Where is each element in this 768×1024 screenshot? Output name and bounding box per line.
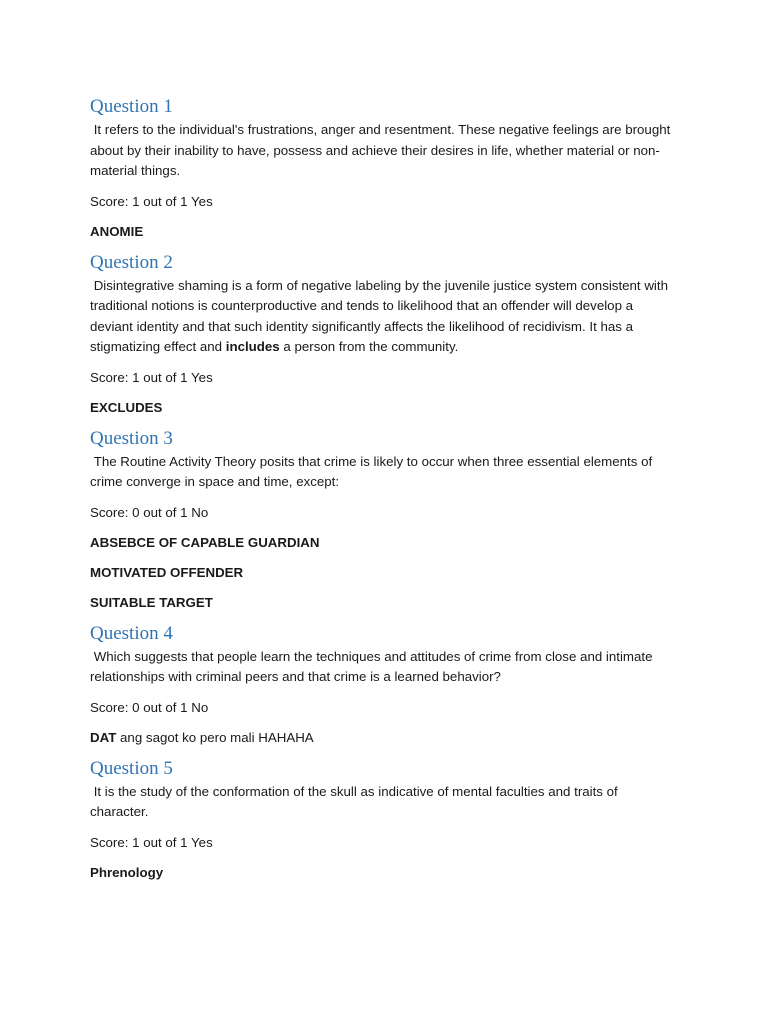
question-5 bbox=[90, 758, 678, 883]
question-4 bbox=[90, 623, 678, 748]
answer-comment: ang sagot ko pero mali HAHAHA bbox=[116, 729, 314, 745]
question-text: It refers to the individual's frustrations, anger and resentment. These negative feelings are brought about by their inability to have, possess and achieve their desires in life, whether material or non-material things. bbox=[90, 122, 675, 178]
question-text: It is the study of the conformation of the skull as indicative of mental faculties and traits of character. bbox=[90, 783, 622, 819]
question-heading: Question 4 bbox=[90, 622, 173, 644]
answer: EXCLUDES bbox=[90, 399, 163, 415]
question-heading: Question 3 bbox=[90, 427, 173, 449]
answer: ANOMIE bbox=[90, 223, 144, 239]
answer bbox=[90, 728, 678, 748]
question-text-part: a person from the community. bbox=[279, 339, 459, 354]
question-1 bbox=[90, 96, 678, 242]
question-text: Which suggests that people learn the techniques and attitudes of crime from close and intimate relationships with criminal peers and that crime is a learned behavior? bbox=[90, 648, 657, 684]
answer-list bbox=[90, 533, 678, 613]
answer: SUITABLE TARGET bbox=[90, 594, 213, 610]
answer: Phrenology bbox=[90, 864, 164, 880]
score-line: Score: 0 out of 1 No bbox=[90, 699, 209, 715]
question-heading: Question 2 bbox=[90, 251, 173, 273]
score-line: Score: 0 out of 1 No bbox=[90, 504, 209, 520]
score-line: Score: 1 out of 1 Yes bbox=[90, 834, 213, 850]
question-text: The Routine Activity Theory posits that crime is likely to occur when three essential elements of crime converge in space and time, except: bbox=[90, 453, 656, 489]
question-text-bold: includes bbox=[225, 339, 280, 354]
question-text bbox=[90, 276, 678, 358]
question-3 bbox=[90, 428, 678, 613]
answer-bold: DAT bbox=[90, 729, 117, 745]
question-2 bbox=[90, 252, 678, 418]
score-line: Score: 1 out of 1 Yes bbox=[90, 193, 213, 209]
answer: ABSEBCE OF CAPABLE GUARDIAN bbox=[90, 534, 320, 550]
question-heading: Question 1 bbox=[90, 96, 173, 117]
answer: MOTIVATED OFFENDER bbox=[90, 564, 244, 580]
question-heading: Question 5 bbox=[90, 757, 173, 779]
question-text-part: Disintegrative shaming is a form of negative labeling by the juvenile justice system consistent with traditional notions is counterproductive and tends to likelihood that an offender will develop a deviant identity and that such identity significantly affects the likelihood of recidivism. It has a stigmatizing effect and bbox=[90, 277, 672, 354]
score-line: Score: 1 out of 1 Yes bbox=[90, 369, 213, 385]
